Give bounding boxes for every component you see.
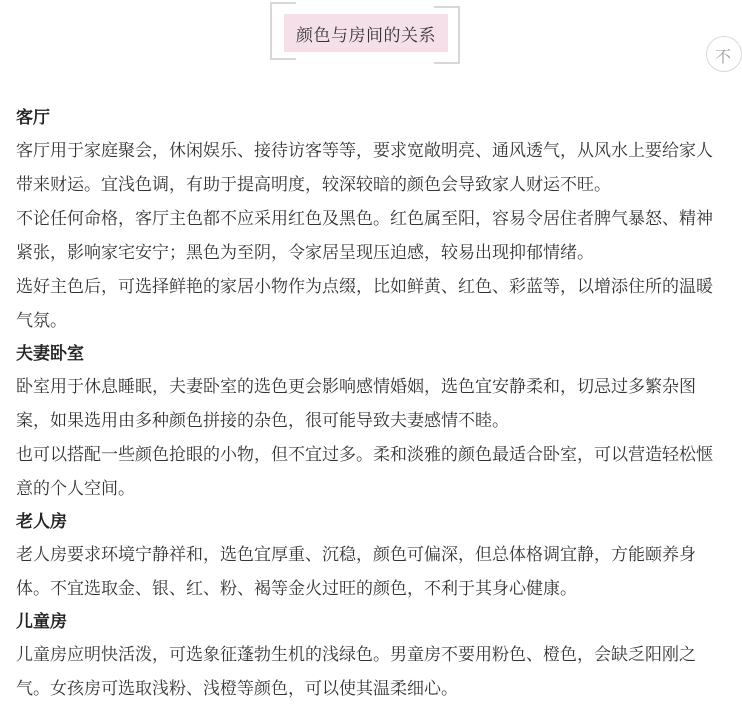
title-frame-decoration: [434, 62, 460, 64]
title-frame-decoration: [270, 58, 296, 60]
section-heading-couple-bedroom: 夫妻卧室: [16, 344, 84, 364]
paragraph: 卧室用于休息睡眠，夫妻卧室的选色更会影响感情婚姻，选色宜安静柔和，切忌过多繁杂图案，如果选用由多种颜色拼接的杂色，很可能导致夫妻感情不睦。: [16, 377, 696, 431]
paragraph: 不论任何命格，客厅主色都不应采用红色及黑色。红色属至阳，容易令居住者脾气暴怒、精神紧张，影响家宅安宁；黑色为至阴，令家居呈现压迫感，较易出现抑郁情绪。: [16, 209, 713, 263]
section-heading-living-room: 客厅: [16, 108, 50, 128]
paragraph: 客厅用于家庭聚会，休闲娱乐、接待访客等等，要求宽敞明亮、通风透气，从风水上要给家人带来财运。宜浅色调，有助于提高明度，较深较暗的颜色会导致家人财运不旺。: [16, 141, 713, 195]
title-frame-decoration: [270, 2, 296, 4]
title-frame-decoration: [434, 6, 460, 8]
paragraph: 也可以搭配一些颜色抢眼的小物，但不宜过多。柔和淡雅的颜色最适合卧室，可以营造轻松惬意的个人空间。: [16, 445, 713, 499]
paragraph: 选好主色后，可选择鲜艳的家居小物作为点缀，比如鲜黄、红色、彩蓝等，以增添住所的温暖气氛。: [16, 277, 713, 331]
corner-badge[interactable]: [706, 36, 742, 72]
title-frame-decoration: [270, 2, 272, 60]
section-heading-children-room: 儿童房: [16, 612, 67, 632]
page-title: 颜色与房间的关系: [296, 25, 436, 46]
title-box: [284, 14, 448, 52]
article-body: [16, 102, 718, 706]
section-heading-elderly-room: 老人房: [16, 512, 67, 532]
paragraph: 老人房要求环境宁静祥和，选色宜厚重、沉稳，颜色可偏深，但总体格调宜静，方能颐养身体。不宜选取金、银、红、粉、褐等金火过旺的颜色，不利于其身心健康。: [16, 545, 696, 599]
title-banner: [270, 2, 460, 64]
title-frame-decoration: [458, 6, 460, 64]
paragraph: 儿童房应明快活泼，可选象征蓬勃生机的浅绿色。男童房不要用粉色、橙色，会缺乏阳刚之气。女孩房可选取浅粉、浅橙等颜色，可以使其温柔细心。: [16, 645, 696, 699]
corner-badge-text: 不: [715, 47, 732, 66]
